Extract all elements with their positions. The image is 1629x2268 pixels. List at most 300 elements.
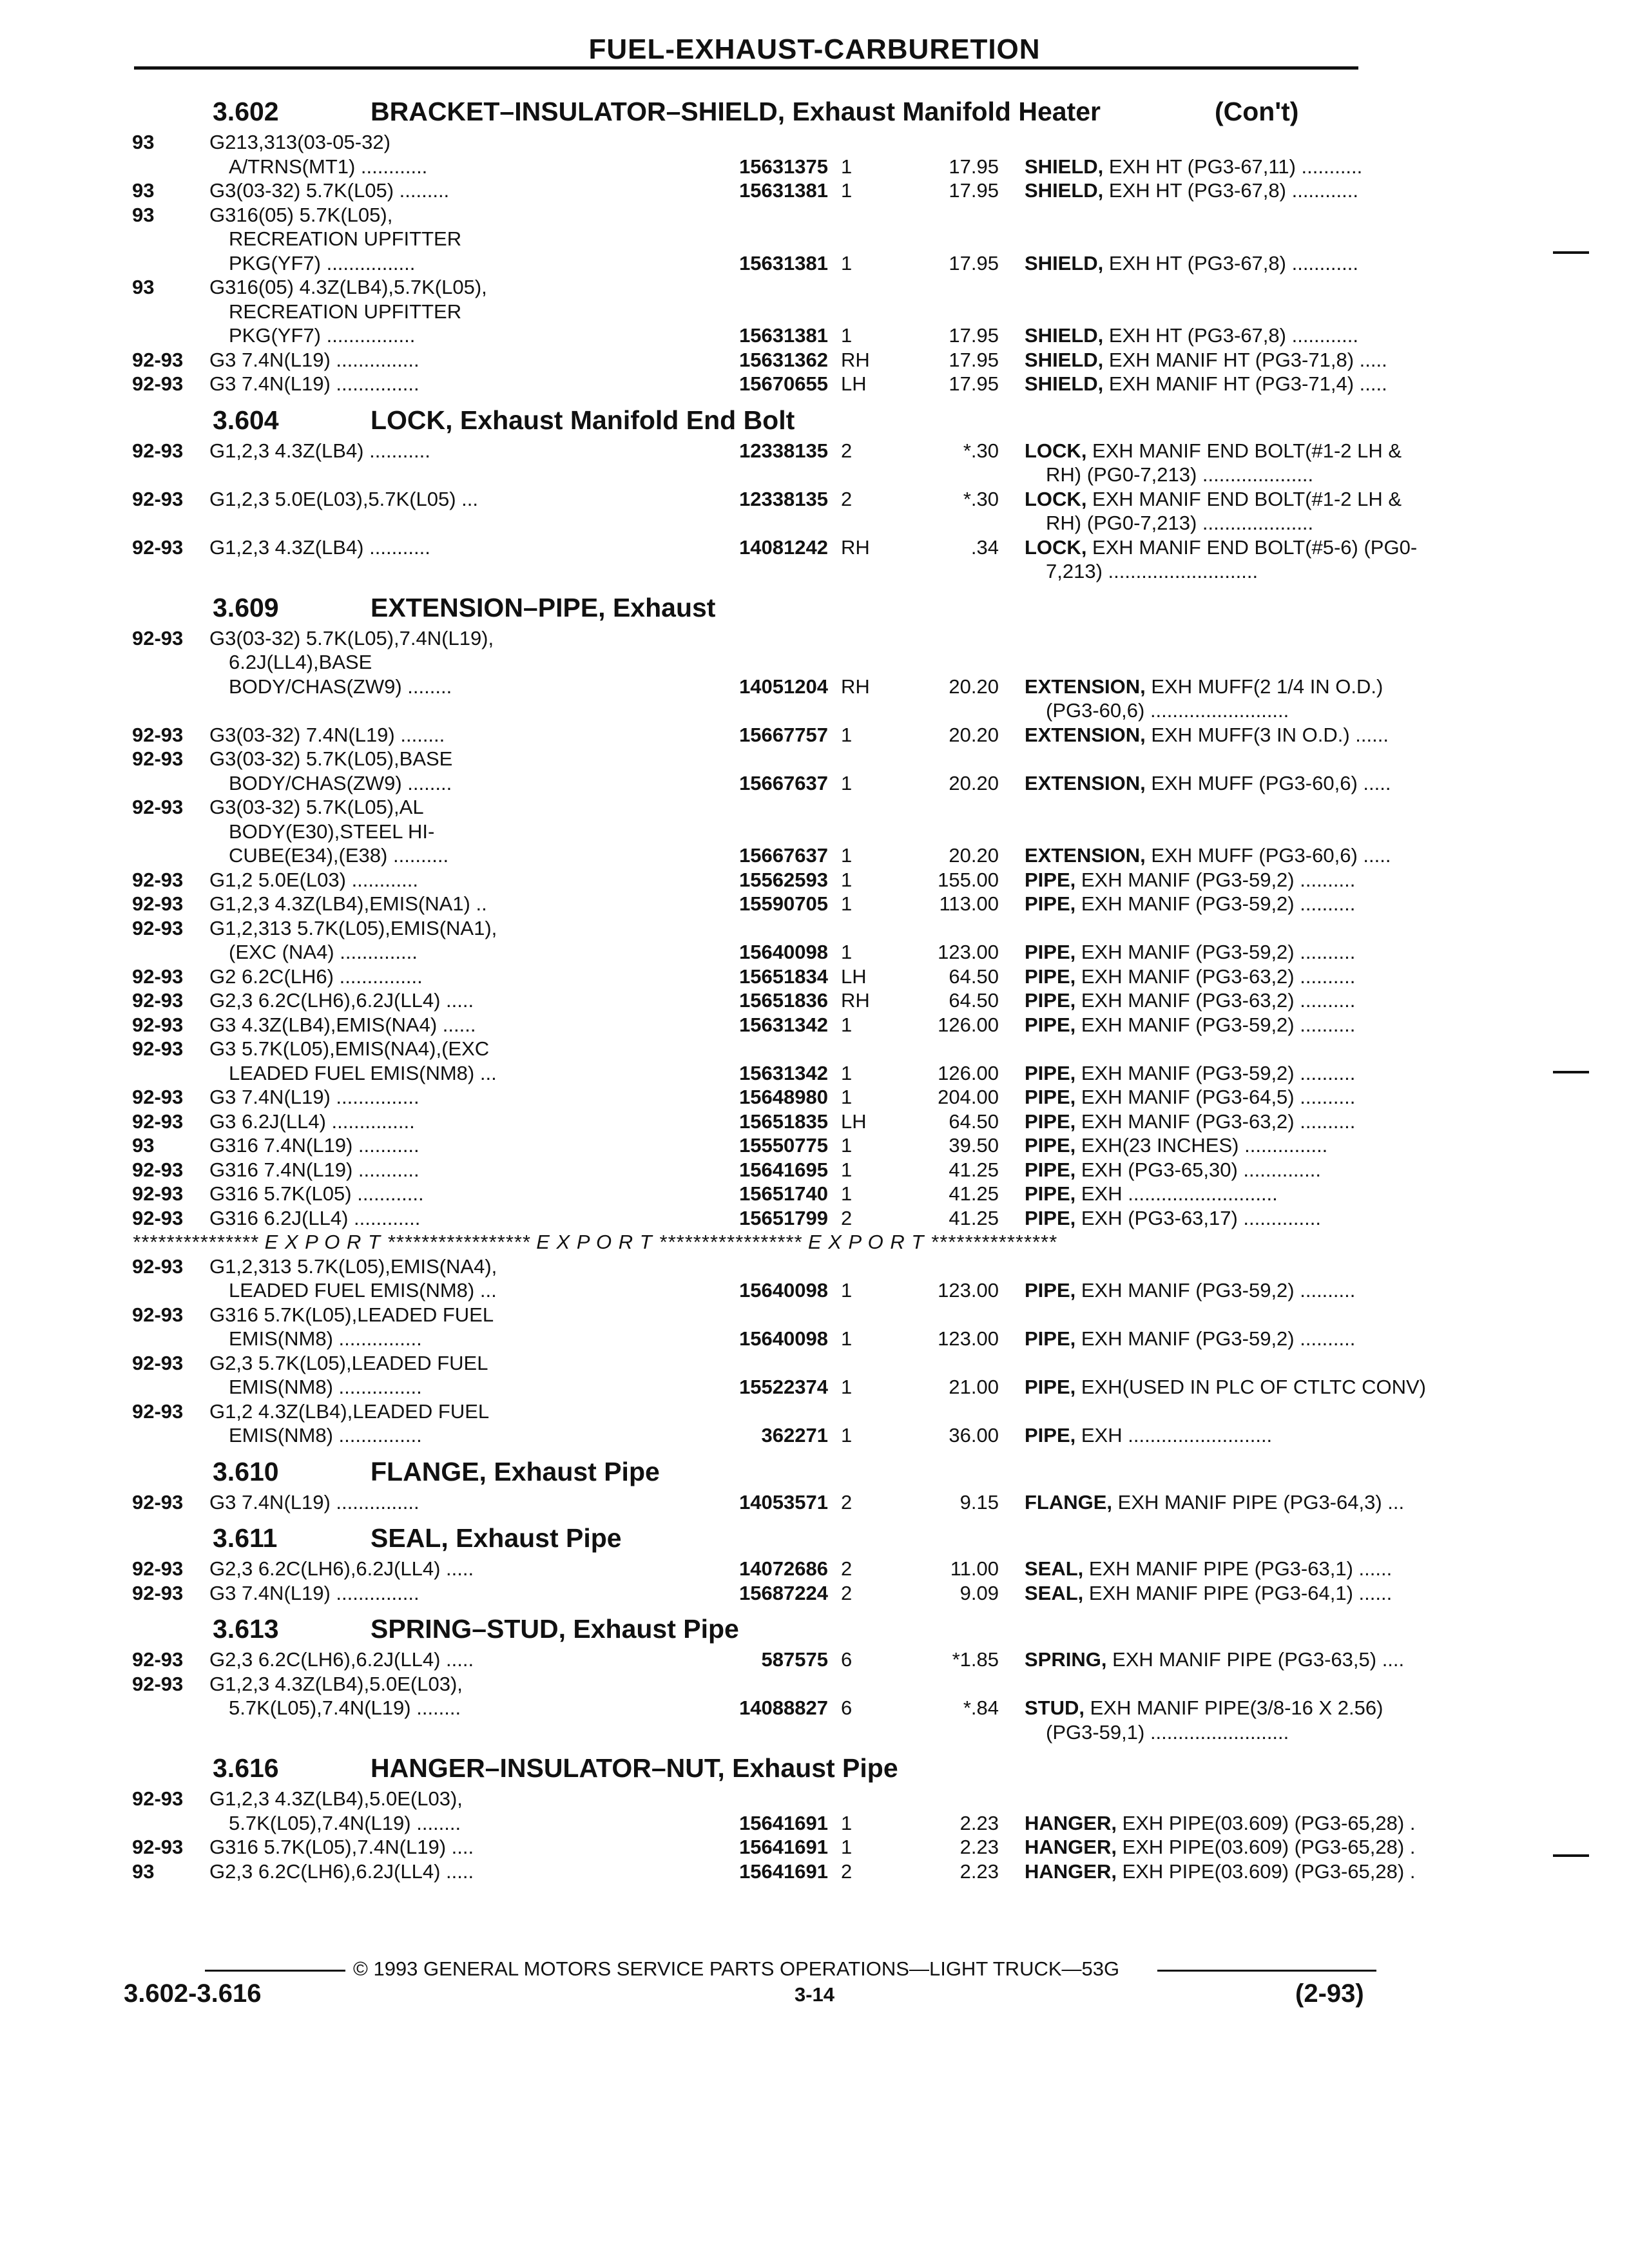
model-year: 92-93 xyxy=(132,348,184,371)
part-name: PIPE, xyxy=(1025,1182,1076,1205)
price: 9.15 xyxy=(959,1490,999,1514)
part-name: PIPE, xyxy=(1025,1327,1076,1350)
usage-description: G1,2,313 5.7K(L05),EMIS(NA4), xyxy=(209,1254,497,1278)
part-description xyxy=(1025,1278,1355,1303)
model-year: 92-93 xyxy=(132,1037,184,1060)
part-number: 14081242 xyxy=(739,535,828,559)
quantity: 1 xyxy=(841,1013,853,1036)
part-name: EXTENSION, xyxy=(1025,771,1146,794)
part-detail: EXH MANIF (PG3-63,2) .......... xyxy=(1075,1110,1356,1133)
table-row xyxy=(132,988,1369,1013)
part-name: PIPE, xyxy=(1025,1424,1076,1446)
quantity: 1 xyxy=(841,324,853,347)
part-description xyxy=(1025,1327,1355,1351)
parts-listing xyxy=(132,88,1426,1883)
quantity: 1 xyxy=(841,771,853,794)
table-row xyxy=(132,940,1369,965)
quantity: RH xyxy=(841,535,870,559)
price: *.30 xyxy=(963,487,999,510)
margin-mark xyxy=(1553,1854,1589,1857)
usage-description: G2,3 6.2C(LH6),6.2J(LL4) ..... xyxy=(209,1860,474,1883)
part-description xyxy=(1025,1811,1415,1836)
part-description xyxy=(1025,1013,1355,1037)
quantity: 6 xyxy=(841,1648,853,1671)
footer-rule-right xyxy=(1157,1970,1376,1972)
part-detail: EXH MANIF END BOLT(#5-6) (PG0- xyxy=(1086,535,1418,559)
quantity: 1 xyxy=(841,892,853,915)
table-row xyxy=(132,203,1369,227)
table-row xyxy=(132,487,1402,512)
usage-description: G2 6.2C(LH6) ............... xyxy=(209,965,423,988)
part-description xyxy=(1025,965,1355,989)
part-detail: EXH MANIF (PG3-64,5) .......... xyxy=(1075,1086,1356,1108)
table-row xyxy=(132,868,1369,892)
part-name: PIPE, xyxy=(1025,1206,1076,1229)
usage-description: EMIS(NM8) ............... xyxy=(229,1327,422,1350)
table-row xyxy=(132,535,1418,560)
part-description xyxy=(1025,1423,1272,1448)
part-number: 15631381 xyxy=(739,324,828,347)
table-row xyxy=(132,227,1369,251)
part-description xyxy=(1025,843,1391,868)
export-divider: *************** E X P O R T ***************** E X P O R T ***************** E X P O R T *************** xyxy=(132,1231,1057,1253)
price: 17.95 xyxy=(949,251,999,274)
table-row xyxy=(132,1811,1416,1836)
usage-description: RECREATION UPFITTER xyxy=(229,300,462,323)
table-row xyxy=(132,1303,1369,1327)
usage-description: PKG(YF7) ................ xyxy=(229,251,416,274)
part-number: 15651799 xyxy=(739,1206,828,1229)
part-number: 15651835 xyxy=(739,1110,828,1133)
model-year: 92-93 xyxy=(132,1672,184,1695)
usage-description: G3 4.3Z(LB4),EMIS(NA4) ...... xyxy=(209,1013,476,1036)
table-row xyxy=(132,130,1369,155)
part-name: PIPE, xyxy=(1025,1134,1076,1157)
part-description xyxy=(1025,155,1362,179)
quantity: 1 xyxy=(841,179,853,202)
part-detail: RH) (PG0-7,213) .................... xyxy=(1046,463,1314,486)
quantity: 2 xyxy=(841,1581,853,1604)
part-name: PIPE, xyxy=(1025,1279,1076,1302)
price: 64.50 xyxy=(949,1110,999,1133)
usage-description: G3 7.4N(L19) ............... xyxy=(209,1490,419,1514)
part-description xyxy=(1025,1158,1321,1182)
price: 17.95 xyxy=(949,324,999,347)
part-detail: EXH (PG3-63,17) .............. xyxy=(1075,1206,1321,1229)
part-name: PIPE, xyxy=(1025,1061,1076,1084)
part-number: 15687224 xyxy=(739,1581,828,1604)
part-description xyxy=(1025,1182,1278,1206)
page-header-title: FUEL-EXHAUST-CARBURETION xyxy=(588,34,1041,65)
part-name: PIPE, xyxy=(1025,1158,1076,1181)
quantity: 2 xyxy=(841,439,853,462)
part-name: PIPE, xyxy=(1025,868,1076,891)
part-detail: EXH PIPE(03.609) (PG3-65,28) . xyxy=(1116,1836,1416,1858)
part-description xyxy=(1025,988,1355,1013)
part-number: 362271 xyxy=(761,1424,828,1446)
table-row xyxy=(132,1490,1405,1515)
model-year: 92-93 xyxy=(132,1013,184,1036)
table-row xyxy=(132,1254,1369,1279)
part-description xyxy=(1025,323,1358,348)
margin-mark xyxy=(1553,1071,1589,1073)
part-detail: EXH MUFF (PG3-60,6) ..... xyxy=(1145,771,1391,794)
part-number: 15651740 xyxy=(739,1182,828,1205)
model-year: 92-93 xyxy=(132,747,184,770)
model-year: 92-93 xyxy=(132,1110,184,1133)
model-year: 92-93 xyxy=(132,1254,184,1278)
quantity: 1 xyxy=(841,844,853,867)
part-name: EXTENSION, xyxy=(1025,723,1146,746)
table-row xyxy=(132,1399,1369,1424)
price: 20.20 xyxy=(949,723,999,746)
part-number: 14051204 xyxy=(739,675,828,698)
quantity: RH xyxy=(841,675,870,698)
usage-description: G3 6.2J(LL4) ............... xyxy=(209,1110,415,1133)
table-row xyxy=(132,1351,1369,1376)
part-detail: EXH ........................... xyxy=(1075,1182,1278,1205)
section-name: FLANGE, Exhaust Pipe xyxy=(371,1456,660,1486)
model-year: 92-93 xyxy=(132,1303,184,1326)
part-description xyxy=(1025,1061,1355,1086)
table-row xyxy=(132,1860,1416,1884)
part-number: 15631381 xyxy=(739,251,828,274)
part-detail: (PG3-60,6) ......................... xyxy=(1046,699,1289,722)
part-detail: 7,213) ........................... xyxy=(1046,560,1258,582)
model-year: 92-93 xyxy=(132,439,184,462)
price: 17.95 xyxy=(949,179,999,202)
model-year: 93 xyxy=(132,1134,155,1157)
part-detail: EXH HT (PG3-67,8) ............ xyxy=(1103,179,1358,202)
table-row xyxy=(132,1085,1369,1110)
part-description xyxy=(1046,698,1289,723)
part-detail: EXH PIPE(03.609) (PG3-65,28) . xyxy=(1116,1811,1416,1834)
header-rule xyxy=(134,66,1358,70)
part-description xyxy=(1025,723,1389,747)
quantity: 2 xyxy=(841,487,853,510)
part-number: 15631342 xyxy=(739,1061,828,1084)
part-number: 14053571 xyxy=(739,1490,828,1514)
model-year: 92-93 xyxy=(132,535,184,559)
model-year: 92-93 xyxy=(132,916,184,939)
part-detail: EXH MANIF END BOLT(#1-2 LH & xyxy=(1086,439,1402,462)
price: *1.85 xyxy=(952,1648,999,1671)
part-detail: EXH PIPE(03.609) (PG3-65,28) . xyxy=(1116,1860,1416,1883)
quantity: 1 xyxy=(841,1424,853,1446)
price: 20.20 xyxy=(949,771,999,794)
section-number: 3.604 xyxy=(213,405,279,435)
table-row xyxy=(132,1158,1369,1182)
part-description xyxy=(1025,1375,1426,1399)
usage-description: G3 7.4N(L19) ............... xyxy=(209,1086,419,1108)
part-number: 15648980 xyxy=(739,1086,828,1108)
price: 20.20 xyxy=(949,675,999,698)
model-year: 93 xyxy=(132,131,155,153)
quantity: 2 xyxy=(841,1206,853,1229)
part-name: PIPE, xyxy=(1025,892,1076,915)
part-description xyxy=(1025,892,1355,916)
usage-description: LEADED FUEL EMIS(NM8) ... xyxy=(229,1279,497,1302)
part-description xyxy=(1025,1648,1404,1672)
usage-description: (EXC (NA4) .............. xyxy=(229,941,418,963)
price: 123.00 xyxy=(938,941,999,963)
part-number: 12338135 xyxy=(739,487,828,510)
table-row xyxy=(132,965,1369,989)
part-description xyxy=(1025,675,1383,699)
quantity: 2 xyxy=(841,1557,853,1580)
quantity: 6 xyxy=(841,1696,853,1719)
price: .34 xyxy=(970,535,999,559)
usage-description: G213,313(03-05-32) xyxy=(209,131,390,153)
table-row xyxy=(132,892,1369,916)
part-description xyxy=(1046,511,1313,535)
part-name: PIPE, xyxy=(1025,965,1076,988)
part-number: 15631342 xyxy=(739,1013,828,1036)
part-description xyxy=(1025,940,1355,965)
part-number: 15522374 xyxy=(739,1376,828,1398)
price: 123.00 xyxy=(938,1327,999,1350)
quantity: 1 xyxy=(841,1836,853,1858)
table-row xyxy=(132,178,1369,203)
usage-description: G316 5.7K(L05) ............ xyxy=(209,1182,424,1205)
part-description xyxy=(1046,1720,1289,1745)
usage-description: G3 7.4N(L19) ............... xyxy=(209,348,419,371)
section-number: 3.613 xyxy=(213,1614,279,1644)
usage-description: G1,2,3 4.3Z(LB4),EMIS(NA1) .. xyxy=(209,892,487,915)
section-number: 3.610 xyxy=(213,1456,279,1486)
part-detail: EXH MANIF PIPE (PG3-64,3) ... xyxy=(1112,1490,1405,1514)
part-number: 15641691 xyxy=(739,1836,828,1858)
table-row xyxy=(132,747,1369,771)
table-row xyxy=(132,1110,1369,1134)
usage-description: EMIS(NM8) ............... xyxy=(229,1424,422,1446)
quantity: 1 xyxy=(841,723,853,746)
usage-description: G3(03-32) 5.7K(L05),BASE xyxy=(209,747,453,770)
quantity: 1 xyxy=(841,1158,853,1181)
usage-description: 5.7K(L05),7.4N(L19) ........ xyxy=(229,1696,461,1719)
section-name: BRACKET–INSULATOR–SHIELD, Exhaust Manifold Heater xyxy=(371,97,1101,126)
part-detail: EXH MUFF(2 1/4 IN O.D.) xyxy=(1145,675,1383,698)
section-heading xyxy=(132,1749,1369,1787)
continued-label: (Con't) xyxy=(1215,97,1299,126)
part-description xyxy=(1025,1085,1355,1110)
table-row xyxy=(132,1672,1369,1696)
part-description xyxy=(1025,439,1402,463)
usage-description: 6.2J(LL4),BASE xyxy=(229,651,372,673)
table-row xyxy=(132,771,1391,796)
part-name: LOCK, xyxy=(1025,439,1087,462)
part-detail: EXH HT (PG3-67,8) ............ xyxy=(1103,324,1358,347)
table-row xyxy=(132,1648,1405,1672)
model-year: 92-93 xyxy=(132,1182,184,1205)
model-year: 92-93 xyxy=(132,1557,184,1580)
part-detail: EXH HT (PG3-67,11) ........... xyxy=(1103,155,1363,178)
part-description xyxy=(1025,1835,1415,1860)
model-year: 92-93 xyxy=(132,1836,184,1858)
table-row xyxy=(132,1557,1393,1581)
model-year: 92-93 xyxy=(132,1581,184,1604)
usage-description: G316 5.7K(L05),7.4N(L19) .... xyxy=(209,1836,474,1858)
price: 113.00 xyxy=(939,892,999,915)
table-row xyxy=(132,372,1387,396)
table-row xyxy=(132,916,1369,941)
usage-description: G1,2 4.3Z(LB4),LEADED FUEL xyxy=(209,1399,490,1423)
usage-description: G1,2,3 4.3Z(LB4) ........... xyxy=(209,439,430,462)
quantity: 1 xyxy=(841,1134,853,1157)
quantity: 1 xyxy=(841,1811,853,1834)
section-name: SEAL, Exhaust Pipe xyxy=(371,1523,622,1553)
part-name: PIPE, xyxy=(1025,1110,1076,1133)
price: 41.25 xyxy=(949,1182,999,1205)
section-name: EXTENSION–PIPE, Exhaust xyxy=(371,592,716,622)
table-row xyxy=(132,1696,1383,1720)
quantity: 1 xyxy=(841,1061,853,1084)
part-number: 15667637 xyxy=(739,771,828,794)
table-row xyxy=(132,698,1369,723)
table-row xyxy=(132,650,1369,675)
usage-description: G316 7.4N(L19) ........... xyxy=(209,1134,419,1157)
part-number: 14088827 xyxy=(739,1696,828,1719)
usage-description: G2,3 5.7K(L05),LEADED FUEL xyxy=(209,1351,488,1374)
section-heading xyxy=(132,1519,1369,1557)
part-name: PIPE, xyxy=(1025,1376,1076,1398)
price: 64.50 xyxy=(949,989,999,1012)
section-heading xyxy=(132,1610,1369,1648)
part-number: 15670655 xyxy=(739,372,828,395)
part-description xyxy=(1046,559,1258,584)
usage-description: G3(03-32) 5.7K(L05) ......... xyxy=(209,179,450,202)
part-detail: EXH(23 INCHES) ............... xyxy=(1075,1134,1328,1157)
usage-description: G316(05) 4.3Z(LB4),5.7K(L05), xyxy=(209,276,487,298)
part-number: 15640098 xyxy=(739,941,828,963)
usage-description: G3(03-32) 7.4N(L19) ........ xyxy=(209,723,445,746)
section-heading xyxy=(132,401,1369,439)
quantity: 1 xyxy=(841,251,853,274)
table-row xyxy=(132,1061,1369,1086)
part-number: 15641695 xyxy=(739,1158,828,1181)
table-row xyxy=(132,820,1369,844)
part-description xyxy=(1025,1490,1404,1515)
usage-description: CUBE(E34),(E38) .......... xyxy=(229,844,449,867)
model-year: 92-93 xyxy=(132,1206,184,1229)
part-number: 12338135 xyxy=(739,439,828,462)
model-year: 92-93 xyxy=(132,892,184,915)
usage-description: BODY(E30),STEEL HI- xyxy=(229,820,435,843)
table-row xyxy=(132,1133,1369,1158)
model-year: 92-93 xyxy=(132,1351,184,1374)
part-number: 15667757 xyxy=(739,723,828,746)
model-year: 92-93 xyxy=(132,626,184,649)
model-year: 92-93 xyxy=(132,965,184,988)
table-row xyxy=(132,795,1369,820)
usage-description: EMIS(NM8) ............... xyxy=(229,1376,422,1398)
part-detail: EXH MANIF (PG3-59,2) .......... xyxy=(1075,1279,1356,1302)
footer-rule-left xyxy=(205,1970,345,1972)
part-number: 15651834 xyxy=(739,965,828,988)
usage-description: G3(03-32) 5.7K(L05),7.4N(L19), xyxy=(209,626,494,649)
part-description xyxy=(1025,1557,1392,1581)
part-detail: EXH MANIF HT (PG3-71,8) ..... xyxy=(1103,348,1387,371)
part-number: 15667637 xyxy=(739,844,828,867)
part-number: 15631362 xyxy=(739,348,828,371)
usage-description: BODY/CHAS(ZW9) ........ xyxy=(229,771,452,794)
price: 9.09 xyxy=(959,1581,999,1604)
part-detail: EXH MANIF HT (PG3-71,4) ..... xyxy=(1103,372,1387,395)
table-row xyxy=(132,275,1369,300)
part-description xyxy=(1046,463,1313,487)
part-number: 15640098 xyxy=(739,1279,828,1302)
model-year: 93 xyxy=(132,179,155,202)
part-detail: EXH MANIF (PG3-59,2) .......... xyxy=(1075,892,1356,915)
part-description xyxy=(1025,1206,1321,1231)
part-description xyxy=(1025,1133,1327,1158)
price: 21.00 xyxy=(949,1376,999,1398)
table-row xyxy=(132,1581,1393,1606)
part-name: PIPE, xyxy=(1025,941,1076,963)
part-detail: EXH MUFF (PG3-60,6) ..... xyxy=(1145,844,1391,867)
part-description xyxy=(1025,1860,1415,1884)
price: 11.00 xyxy=(950,1557,999,1580)
part-number: 587575 xyxy=(761,1648,828,1671)
usage-description: G2,3 6.2C(LH6),6.2J(LL4) ..... xyxy=(209,1557,474,1580)
usage-description: A/TRNS(MT1) ............ xyxy=(229,155,428,178)
part-name: SHIELD, xyxy=(1025,155,1104,178)
part-detail: EXH MANIF PIPE (PG3-63,1) ...... xyxy=(1083,1557,1393,1580)
price: 204.00 xyxy=(938,1086,999,1108)
section-heading xyxy=(132,589,1369,626)
part-description xyxy=(1025,487,1402,512)
price: *.30 xyxy=(963,439,999,462)
usage-description: G3(03-32) 5.7K(L05),AL xyxy=(209,796,424,818)
usage-description: G1,2,313 5.7K(L05),EMIS(NA1), xyxy=(209,916,497,939)
part-description xyxy=(1025,372,1387,396)
part-detail: EXH MANIF (PG3-59,2) .......... xyxy=(1075,1013,1356,1036)
quantity: 1 xyxy=(841,1376,853,1398)
table-row xyxy=(132,675,1383,699)
quantity: 2 xyxy=(841,1860,853,1883)
part-number: 15640098 xyxy=(739,1327,828,1350)
quantity: LH xyxy=(841,1110,867,1133)
usage-description: LEADED FUEL EMIS(NM8) ... xyxy=(229,1061,497,1084)
quantity: LH xyxy=(841,372,867,395)
table-row xyxy=(132,1375,1426,1399)
part-name: SEAL, xyxy=(1025,1557,1084,1580)
model-year: 92-93 xyxy=(132,1399,184,1423)
quantity: 1 xyxy=(841,1327,853,1350)
price: 41.25 xyxy=(949,1206,999,1229)
table-row xyxy=(132,439,1402,463)
part-description xyxy=(1025,535,1417,560)
copyright-notice: © 1993 GENERAL MOTORS SERVICE PARTS OPERATIONS—LIGHT TRUCK—53G xyxy=(353,1957,1120,1980)
part-name: STUD, xyxy=(1025,1696,1084,1719)
usage-description: G3 7.4N(L19) ............... xyxy=(209,1581,419,1604)
usage-description: G316 6.2J(LL4) ............ xyxy=(209,1206,421,1229)
part-description xyxy=(1025,771,1391,796)
price: 126.00 xyxy=(938,1013,999,1036)
part-name: EXTENSION, xyxy=(1025,675,1146,698)
quantity: 1 xyxy=(841,868,853,891)
part-number: 15562593 xyxy=(739,868,828,891)
section-heading xyxy=(132,93,1369,130)
part-name: SHIELD, xyxy=(1025,251,1104,274)
table-row xyxy=(132,843,1391,868)
price: 2.23 xyxy=(959,1836,999,1858)
usage-description: G1,2,3 4.3Z(LB4),5.0E(L03), xyxy=(209,1787,463,1810)
table-row xyxy=(132,1327,1369,1351)
part-detail: EXH .......................... xyxy=(1075,1424,1273,1446)
section-number: 3.602 xyxy=(213,97,279,126)
part-name: LOCK, xyxy=(1025,535,1087,559)
